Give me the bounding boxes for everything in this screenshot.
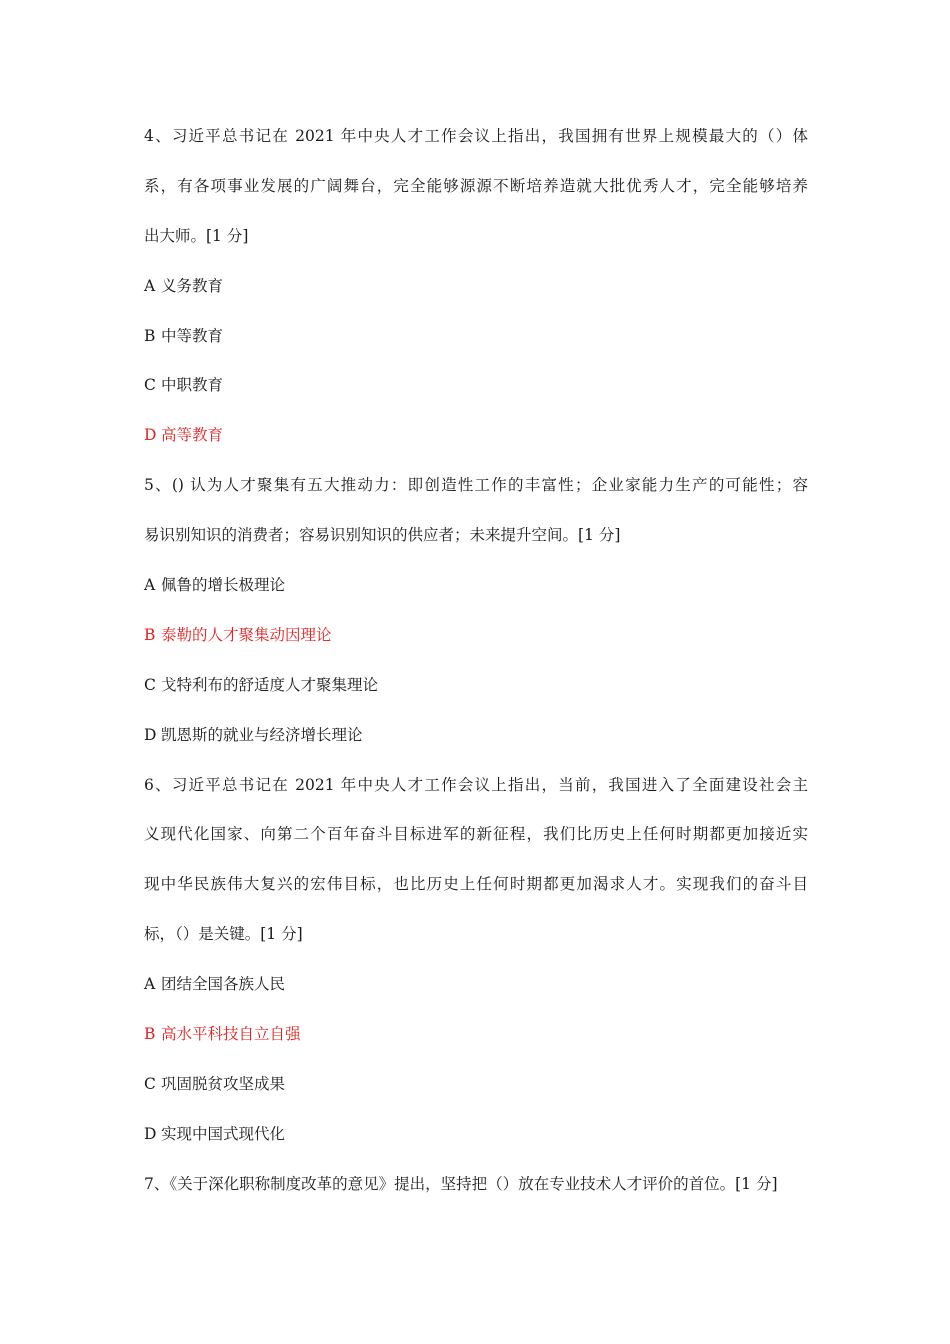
question-5-option-c: C 戈特利布的舒适度人才聚集理论 (144, 675, 379, 694)
question-6-line-4: 标，（）是关键。[1 分] (144, 925, 303, 944)
question-5-line-2: 易识别知识的消费者；容易识别知识的供应者；未来提升空间。[1 分] (144, 526, 621, 545)
question-6-line-3: 现中华民族伟大复兴的宏伟目标，也比历史上任何时期都更加渴求人才。实现我们的奋斗目 (144, 875, 808, 894)
document-page (144, 112, 808, 1210)
question-6-option-c: C 巩固脱贫攻坚成果 (144, 1074, 286, 1093)
question-4-option-d: D 高等教育 (144, 426, 224, 445)
question-6-option-b: B 高水平科技自立自强 (144, 1025, 301, 1044)
question-6-line-2: 义现代化国家、向第二个百年奋斗目标进军的新征程，我们比历史上任何时期都更加接近实 (144, 825, 808, 844)
question-4-option-a: A 义务教育 (144, 276, 224, 295)
question-5-option-a: A 佩鲁的增长极理论 (144, 576, 286, 595)
question-6-option-d: D 实现中国式现代化 (144, 1124, 286, 1143)
question-4-line-1: 4、习近平总书记在 2021 年中央人才工作会议上指出，我国拥有世界上规模最大的（）体 (144, 127, 808, 145)
question-6-line-1: 6、习近平总书记在 2021 年中央人才工作会议上指出，当前，我国进入了全面建设社会主 (144, 775, 808, 794)
question-4-line-2: 系，有各项事业发展的广阔舞台，完全能够源源不断培养造就大批优秀人才，完全能够培养 (144, 176, 808, 195)
question-5-option-b: B 泰勒的人才聚集动因理论 (144, 625, 332, 644)
question-4-option-c: C 中职教育 (144, 376, 224, 395)
question-6-option-a: A 团结全国各族人民 (144, 975, 286, 994)
question-5-line-1: 5、() 认为人才聚集有五大推动力：即创造性工作的丰富性；企业家能力生产的可能性；容 (144, 476, 808, 495)
question-7-line-1: 7、《关于深化职称制度改革的意见》提出，坚持把（）放在专业技术人才评价的首位。[1 分] (144, 1174, 778, 1193)
question-4-line-3: 出大师。[1 分] (144, 226, 249, 245)
question-5-option-d: D 凯恩斯的就业与经济增长理论 (144, 725, 363, 744)
question-4-option-b: B 中等教育 (144, 326, 224, 345)
